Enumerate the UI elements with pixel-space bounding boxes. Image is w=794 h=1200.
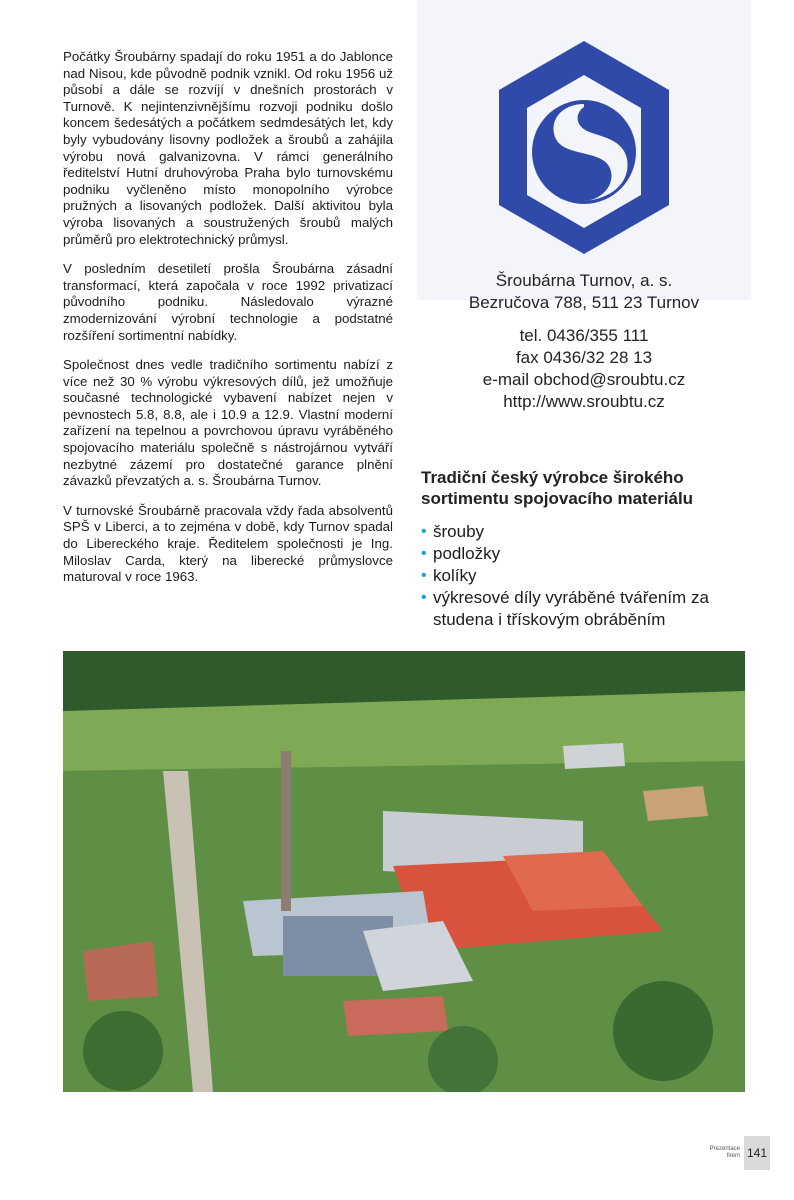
list-item: • výkresové díly vyráběné tvářením za studena i třískovým obráběním [421, 588, 709, 629]
company-logo-icon [489, 35, 679, 265]
bullet-icon: • [421, 545, 427, 562]
company-address: Bezručova 788, 511 23 Turnov [468, 293, 700, 312]
list-item: • šrouby [421, 522, 485, 541]
list-item: • kolíky [421, 566, 477, 585]
bullet-icon: • [421, 567, 427, 584]
paragraph: Společnost dnes vedle tradičního sortimentu nabízí z více než 30 % výrobu výkresových dílů, jež umožňuje současné technologické vybavení nabízet nejen v pevnostech 5.8, 8.8, ale i 10.9 a 12.9. Vlastní moderní zařízení na tepelnou a povrchovou úpravu vyráběného spojovacího materiálu společně s nástrojárnou vytváří nezbytné zázemí pro dostatečné garance plnění závazků převzatých a. s. Šroubárna Turnov. [63, 357, 393, 489]
company-name: Šroubárna Turnov, a. s. [495, 271, 673, 290]
aerial-photo-illustration [63, 651, 745, 1092]
bullet-icon: • [421, 589, 427, 606]
factory-aerial-photo [63, 651, 745, 1092]
bullet-icon: • [421, 523, 427, 540]
page-number: 141 [744, 1136, 770, 1170]
company-sidebar [417, 0, 751, 631]
tagline-heading: Tradiční český výrobce širokého sortimentu spojovacího materiálu [421, 468, 694, 508]
email-link[interactable]: e-mail obchod@sroubtu.cz [482, 370, 686, 389]
list-item: • podložky [421, 544, 501, 563]
product-list [421, 521, 751, 631]
paragraph: Počátky Šroubárny spadají do roku 1951 a do Jablonce nad Nisou, kde původně podnik vznikl. Od roku 1956 už působí a dále se rozvíjí v dnešních prostorách v Turnově. K nejintenzivnějšímu rozvoji podniku došlo koncem šedesátých a počátkem sedmdesátých let, kdy byly vybudovány lisovny podložek a šroubů a zahájila výrobu nová galvanizovna. V rámci generálního ředitelství Hutní druhovýroba Praha bylo turnovskému podniku vyčleněno místo monopolního výrobce pružných a lisovaných podložek. Další aktivitou byla výroba lisovaných a soustružených šroubů malých průměrů pro elektrotechnický průmysl. [63, 49, 393, 247]
fax: fax 0436/32 28 13 [515, 348, 653, 367]
paragraph: V turnovské Šroubárně pracovala vždy řada absolventů SPŠ v Liberci, a to zejména v době, kdy Turnov spadal do Libereckého kraje. Ředitelem společnosti je Ing. Miloslav Carda, který na liberecké průmyslovce maturoval v roce 1963. [63, 502, 393, 585]
contact-block [417, 270, 751, 413]
phone: tel. 0436/355 111 [519, 326, 649, 345]
article-text [63, 49, 393, 599]
website-link[interactable]: http://www.sroubtu.cz [503, 392, 665, 411]
logo-panel [417, 0, 751, 300]
paragraph: V posledním desetiletí prošla Šroubárna zásadní transformací, která započala v roce 1992 privatizací původního podniku. Následovalo výrazné zmodernizování výrobní technologie a podstatné rozšíření sortimentní nabídky. [63, 261, 393, 343]
section-label: Prezentace firem [709, 1146, 740, 1159]
